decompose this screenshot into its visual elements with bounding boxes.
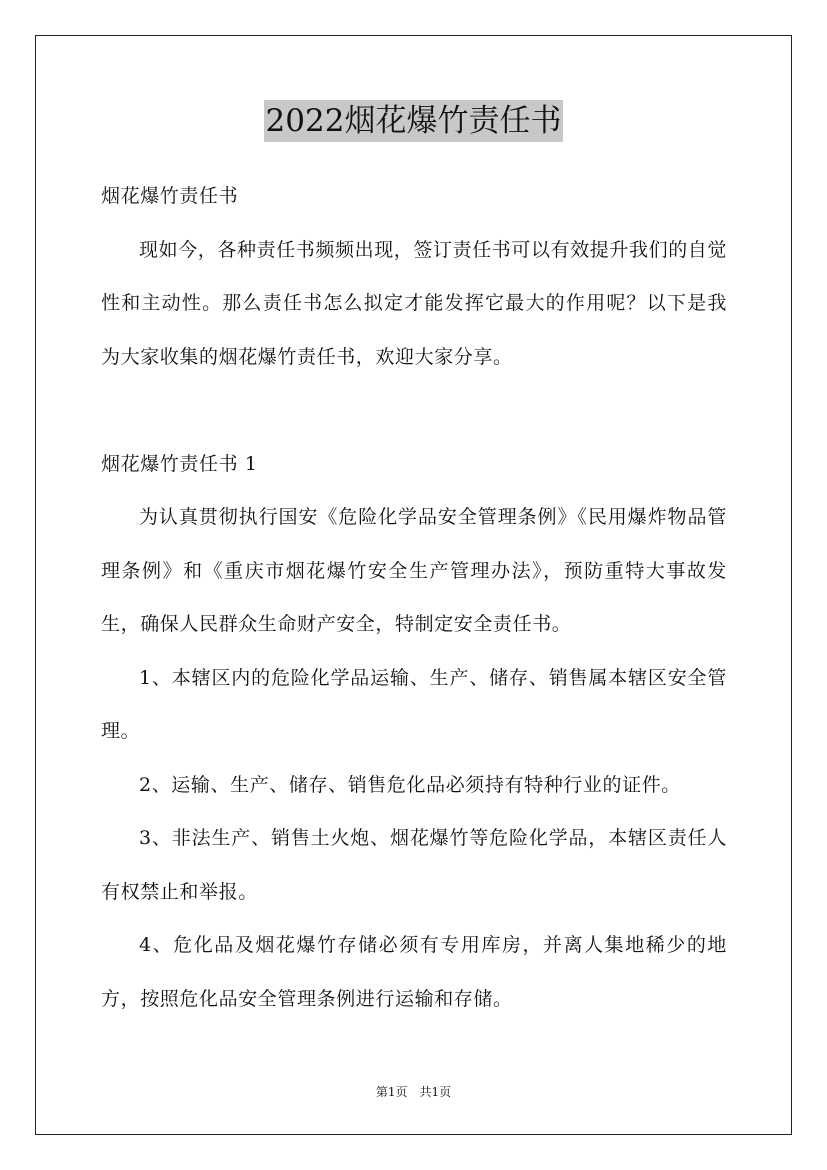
- title-wrap: [0, 100, 827, 142]
- document-body: [101, 170, 727, 1026]
- blank-line: [101, 384, 727, 438]
- body-paragraph: 4、危化品及烟花爆竹存储必须有专用库房，并离人集地稀少的地方，按照危化品安全管理条例进行运输和存储。: [101, 934, 727, 1010]
- body-paragraph: 3、非法生产、销售土火炮、烟花爆竹等危险化学品，本辖区责任人有权禁止和举报。: [101, 827, 727, 903]
- body-paragraph: 2、运输、生产、储存、销售危化品必须持有特种行业的证件。: [139, 773, 681, 796]
- document-subtitle: 烟花爆竹责任书: [101, 185, 239, 207]
- body-paragraph: 为认真贯彻执行国安《危险化学品安全管理条例》《民用爆炸物品管理条例》和《重庆市烟花爆竹安全生产管理办法》，预防重特大事故发生，确保人民群众生命财产安全，特制定安全责任书。: [101, 506, 727, 635]
- document-title: 2022烟花爆竹责任书: [264, 100, 564, 142]
- page-footer: 第1页 共1页: [375, 1085, 452, 1099]
- body-paragraph: 1、本辖区内的危险化学品运输、生产、储存、销售属本辖区安全管理。: [101, 666, 727, 742]
- intro-paragraph: 现如今，各种责任书频频出现，签订责任书可以有效提升我们的自觉性和主动性。那么责任书怎么拟定才能发挥它最大的作用呢？以下是我为大家收集的烟花爆竹责任书，欢迎大家分享。: [101, 238, 728, 368]
- section-heading: 烟花爆竹责任书 1: [101, 452, 258, 475]
